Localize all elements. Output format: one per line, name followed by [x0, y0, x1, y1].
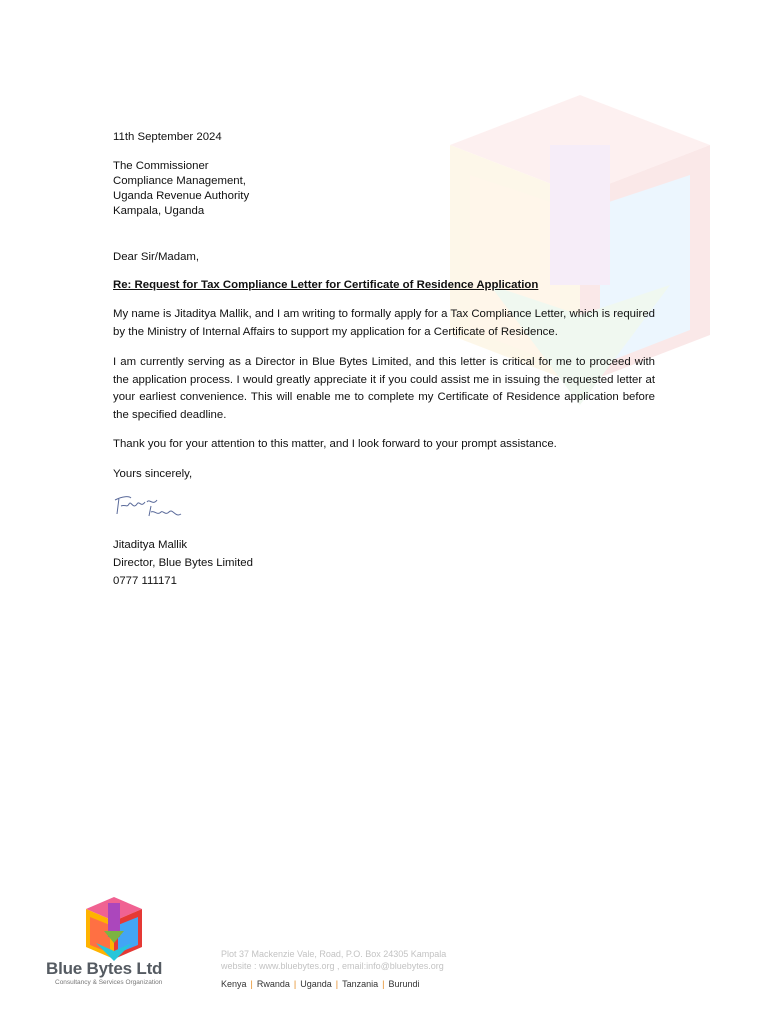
letter-date: 11th September 2024 — [113, 131, 222, 143]
subject-line: Re: Request for Tax Compliance Letter for Certificate of Residence Application — [113, 279, 539, 291]
signatory-block — [113, 536, 655, 590]
footer-contact-line: website : www.bluebytes.org , email:info@bluebytes.org — [221, 961, 444, 971]
body-paragraph: My name is Jitaditya Mallik, and I am writing to formally apply for a Tax Compliance Letter, which is required by the Ministry of Internal Affairs to support my application for a Certificate of Residence. — [113, 308, 655, 338]
recipient-line: Uganda Revenue Authority — [113, 190, 250, 202]
country-separator: | — [382, 979, 385, 989]
recipient-line: Kampala, Uganda — [113, 205, 205, 217]
body-paragraph: I am currently serving as a Director in Blue Bytes Limited, and this letter is critical for me to proceed with the application process. I would greatly appreciate it if you could assist me in issuing the requested letter at your earliest convenience. This will enable me to complete my Certificate of Residence application before the specified deadline. — [113, 356, 655, 421]
country-separator: | — [335, 979, 339, 989]
country-name: Rwanda — [256, 979, 290, 989]
recipient-address — [113, 159, 655, 219]
country-name: Burundi — [388, 979, 420, 989]
country-name: Tanzania — [342, 979, 379, 989]
footer-countries — [221, 979, 420, 989]
closing: Yours sincerely, — [113, 468, 193, 480]
country-separator: | — [293, 979, 297, 989]
country-separator: | — [250, 979, 253, 989]
brand-tagline: Consultancy & Services Organization — [55, 979, 163, 986]
footer-address-line: Plot 37 Mackenzie Vale, Road, P.O. Box 24305 Kampala — [221, 949, 447, 959]
signatory-phone: 0777 111171 — [113, 575, 177, 587]
signature-image — [113, 492, 193, 528]
salutation: Dear Sir/Madam, — [113, 251, 200, 263]
brand-name: Blue Bytes Ltd — [46, 959, 163, 978]
footer-address — [221, 948, 446, 972]
signatory-title: Director, Blue Bytes Limited — [113, 557, 253, 569]
body-paragraph: Thank you for your attention to this matter, and I look forward to your prompt assistance. — [113, 438, 557, 450]
country-name: Uganda — [300, 979, 332, 989]
signatory-name: Jitaditya Mallik — [113, 539, 188, 551]
company-logo-icon — [82, 893, 146, 963]
country-name: Kenya — [221, 979, 247, 989]
recipient-line: Compliance Management, — [113, 175, 246, 187]
letter-body — [113, 130, 655, 590]
recipient-line: The Commissioner — [113, 160, 209, 172]
